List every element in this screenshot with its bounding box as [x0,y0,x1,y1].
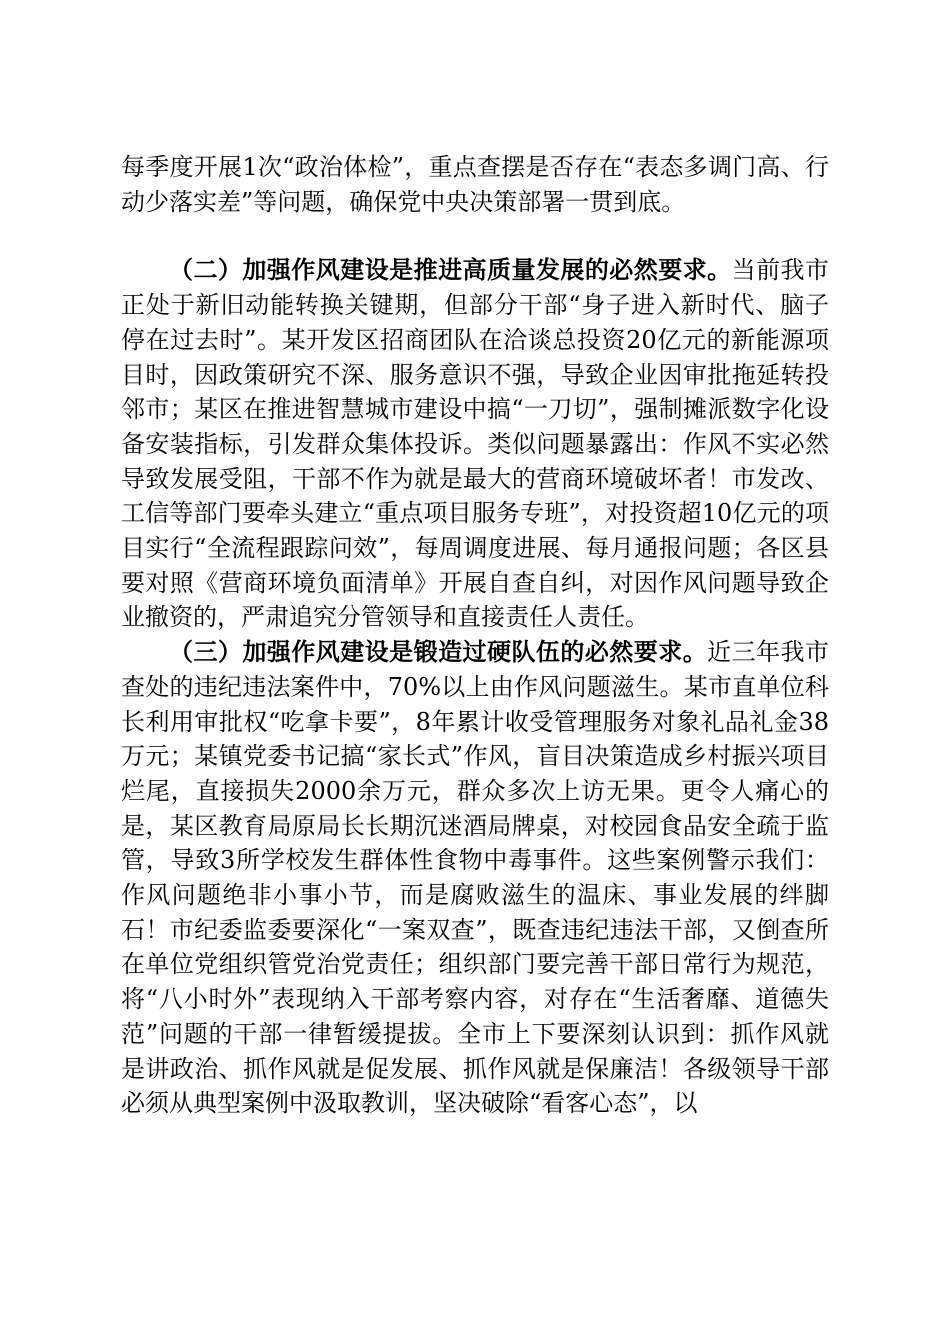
section-three-heading: （三）加强作风建设是锻造过硬队伍的必然要求。 [169,637,708,667]
section-three-body: 近三年我市查处的违纪违法案件中，70%以上由作风问题滋生。某市直单位科长利用审批权“吃拿卡要”，8年累计收受管理服务对象礼品礼金38万元；某镇党委书记搞“家长式”作风，盲目决策造成乡村振兴项目烂尾，直接损失2000余万元，群众多次上访无果。更令人痛心的是，某区教育局原局长长期沉迷酒局牌桌，对校园食品安全疏于监管，导致3所学校发生群体性食物中毒事件。这些案例警示我们：作风问题绝非小事小节，而是腐败滋生的温床、事业发展的绊脚石！市纪委监委要深化“一案双查”，既查违纪违法干部，又倒查所在单位党组织管党治党责任；组织部门要完善干部日常行为规范，将“八小时外”表现纳入干部考察内容，对存在“生活奢靡、道德失范”问题的干部一律暂缓提拔。全市上下要深刻认识到：抓作风就是讲政治、抓作风就是促发展、抓作风就是保廉洁！各级领导干部必须从典型案例中汲取教训，坚决破除“看客心态”，以 [121,638,830,1118]
paragraph-section-two [121,253,829,635]
paragraph-gap [121,219,829,253]
section-two-heading: （二）加强作风建设是推进高质量发展的必然要求。 [169,255,732,285]
document-page [121,150,829,1121]
paragraph-continuation: 每季度开展1次“政治体检”，重点查摆是否存在“表态多调门高、行动少落实差”等问题，确保党中央决策部署一贯到底。 [121,153,829,216]
section-two-body: 当前我市正处于新旧动能转换关键期，但部分干部“身子进入新时代、脑子停在过去时”。某开发区招商团队在洽谈总投资20亿元的新能源项目时，因政策研究不深、服务意识不强，导致企业因审批拖延转投邻市；某区在推进智慧城市建设中搞“一刀切”，强制摊派数字化设备安装指标，引发群众集体投诉。类似问题暴露出：作风不实必然导致发展受阻，干部不作为就是最大的营商环境破坏者！市发改、工信等部门要牵头建立“重点项目服务专班”，对投资超10亿元的项目实行“全流程跟踪问效”，每周调度进展、每月通报问题；各区县要对照《营商环境负面清单》开展自查自纠，对因作风问题导致企业撤资的，严肃追究分管领导和直接责任人责任。 [121,256,830,632]
paragraph-section-three [121,635,829,1121]
